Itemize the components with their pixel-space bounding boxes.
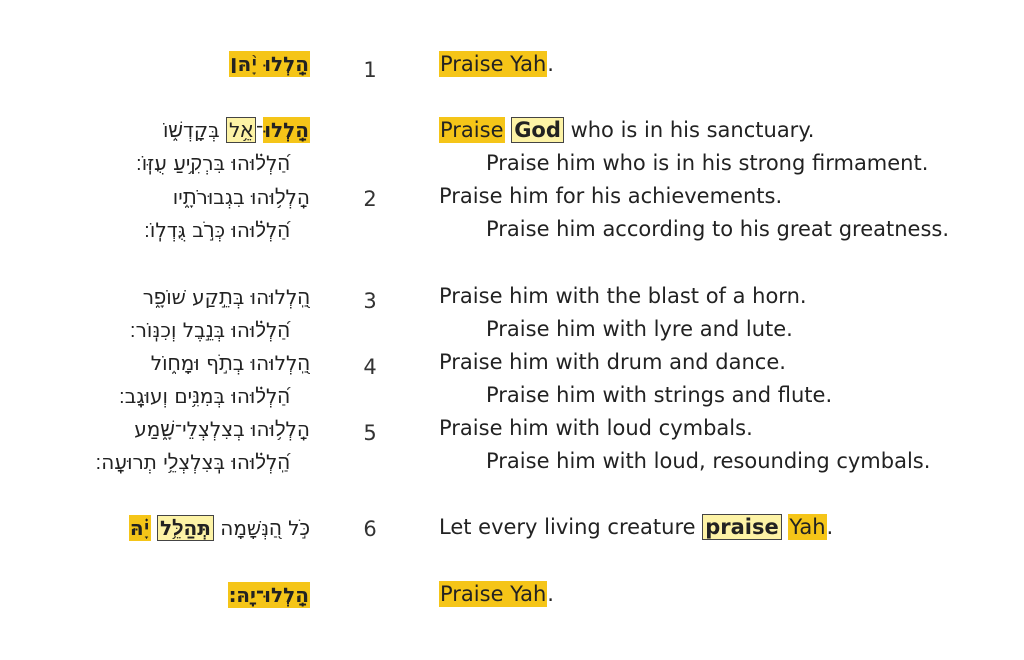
verse-number-5: 5 (363, 421, 377, 445)
english-line-2 (439, 118, 814, 142)
english-boxed-word: God (511, 117, 564, 143)
english-text: who is in his sanctuary. (563, 118, 815, 142)
hebrew-highlight: הַֽלְלוּ יָ֨הּ׀ (230, 52, 309, 76)
hebrew-maqaf: ־ (255, 118, 264, 142)
hebrew-line-4: הַֽלְל֥וּהוּ בִגְבוּרֹתָ֑יו (172, 185, 310, 209)
verse-number-6: 6 (363, 517, 377, 541)
english-line-11: Praise him with loud, resounding cymbals. (486, 449, 931, 473)
english-line-8: Praise him with drum and dance. (439, 350, 786, 374)
verse-number-4: 4 (363, 355, 377, 379)
hebrew-space (151, 516, 157, 540)
hebrew-line-13 (228, 583, 310, 607)
hebrew-line-5: הַ֝לְל֗וּהוּ כְּרֹ֣ב גֻּדְלֽוֹ׃ (143, 218, 290, 242)
english-period: . (826, 515, 834, 539)
hebrew-line-11: הַֽ֝לְל֗וּהוּ בְּֽצִלְצְלֵ֥י תְרוּעָֽה׃ (95, 450, 290, 474)
english-highlight: Praise Yah (440, 52, 547, 76)
english-highlight: Praise Yah (440, 582, 547, 606)
english-period: . (547, 52, 554, 76)
hebrew-text: כֹּ֣ל הַ֭נְּשָׁמָה (213, 516, 310, 540)
hebrew-text: בְּקָדְשׁ֑וֹ (162, 118, 227, 142)
english-line-10: Praise him with loud cymbals. (439, 416, 753, 440)
hebrew-line-6: הַֽ֭לְלוּהוּ בְּתֵ֣קַע שׁוֹפָ֑ר (142, 285, 310, 309)
hebrew-boxed-word: אֵ֥ל (226, 117, 256, 143)
hebrew-line-3: הַ֝לְל֗וּהוּ בִּרְקִ֥יעַ עֻזּֽוֹ׃ (135, 151, 290, 175)
english-line-5: Praise him according to his great greatness. (486, 217, 950, 241)
english-line-13 (439, 582, 554, 606)
hebrew-highlight: יָ֗הּ (129, 516, 150, 540)
hebrew-line-9: הַ֝לְל֗וּהוּ בְּמִנִּ֥ים וְעוּגָֽב׃ (118, 384, 290, 408)
english-text: Let every living creature (439, 515, 703, 539)
english-line-1 (439, 52, 554, 76)
verse-number-1: 1 (363, 58, 377, 82)
hebrew-boxed-word: תְּהַלֵּ֥ל (157, 515, 214, 541)
english-line-9: Praise him with strings and flute. (486, 383, 833, 407)
hebrew-line-2 (163, 118, 310, 143)
english-highlight: Praise (440, 118, 504, 142)
hebrew-line-1 (229, 52, 310, 77)
english-boxed-word: praise (702, 514, 782, 540)
hebrew-line-10: הַֽלְל֥וּהוּ בְצִלְצְלֵי־שָׁ֑מַע (134, 417, 310, 441)
verse-number-2: 2 (363, 187, 377, 211)
english-line-12 (439, 515, 833, 539)
english-line-6: Praise him with the blast of a horn. (439, 284, 807, 308)
english-highlight: Yah (789, 515, 826, 539)
english-line-3: Praise him who is in his strong firmament. (486, 151, 929, 175)
hebrew-highlight: הַֽלְלוּ (264, 118, 309, 142)
hebrew-line-12 (129, 516, 310, 541)
english-line-4: Praise him for his achievements. (439, 184, 783, 208)
english-line-7: Praise him with lyre and lute. (486, 317, 793, 341)
hebrew-line-7: הַ֝לְל֗וּהוּ בְּנֵ֣בֶל וְכִנּֽוֹר׃ (129, 318, 290, 342)
hebrew-line-8: הַֽ֭לְלוּהוּ בְתֹ֣ף וּמָח֑וֹל (150, 351, 310, 375)
hebrew-highlight: הַֽלְלוּ־יָֽהּ׃ (228, 583, 309, 607)
english-period: . (547, 582, 554, 606)
verse-number-3: 3 (363, 289, 377, 313)
